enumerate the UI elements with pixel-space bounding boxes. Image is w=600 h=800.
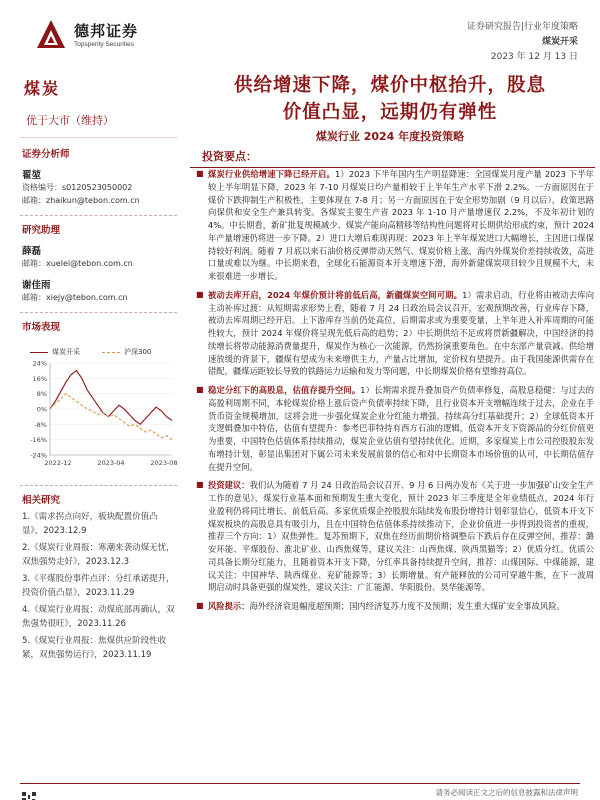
bullet-icon: ■ bbox=[196, 385, 204, 394]
logo-name-cn: 德邦证券 bbox=[74, 21, 139, 40]
y-tick-label: -16% bbox=[30, 436, 47, 445]
x-tick-label: 2023-04 bbox=[97, 459, 125, 467]
legend-swatch-dashed bbox=[102, 352, 120, 353]
assistant-section-title: 研究助理 bbox=[20, 215, 177, 236]
assistant-email[interactable]: 邮箱：xuelei@tebon.com.cn bbox=[22, 259, 133, 268]
y-tick-label: -24% bbox=[30, 451, 47, 460]
related-list bbox=[20, 510, 177, 662]
related-item[interactable]: 5.《煤炭行业周报：焦煤供应阶段性收紧，双焦强势运行》，2023.11.19 bbox=[22, 636, 167, 660]
y-tick-label: -8% bbox=[34, 420, 47, 429]
title-line: 供给增速下降，煤价中枢抬升，股息 bbox=[233, 75, 546, 96]
key-point bbox=[194, 168, 594, 283]
sidebar bbox=[20, 68, 177, 665]
legend-label: 沪深300 bbox=[124, 348, 152, 356]
related-item[interactable]: 3.《平煤股份事件点评：分红承诺提升，投资价值凸显》，2023.11.29 bbox=[22, 574, 175, 598]
key-point bbox=[194, 289, 594, 378]
key-point-lead: 稳定分红下的高股息，估值存提升空间。 bbox=[208, 385, 361, 395]
key-point bbox=[194, 479, 594, 594]
legend-label: 煤炭开采 bbox=[52, 348, 80, 356]
key-points-heading: 投资要点： bbox=[190, 148, 595, 168]
assistant-name: 谢佳雨 bbox=[22, 280, 51, 291]
analyst-name: 翟堃 bbox=[22, 170, 42, 181]
logo-mark-icon bbox=[34, 18, 68, 52]
series-line bbox=[50, 394, 172, 440]
key-point-text: 1）长期需求提升叠加资产负债率修复，高股息稳健：与过去的高盈利周期不同，本轮煤炭价格上涨后资产负债率持续下降，且行业资本开支增幅连续于过去，企业在手货币资金规模增加，这将会进一步强化煤炭企业分红能力增强，持续高分红基础提升；2）全球低资本开支逻辑叠加中特估，估值有望提升：参考巴菲特持有西方石油的逻辑，低资本开支下资源品的分红价值更为重要，中国特色估值体系持续推动，煤炭企业估值有望持续优化。近期，多家煤炭上市公司控股股东发布增持计划，彰显出集团对下属公司未来发展前景的信心和对中长期资本市场价值的认可，中长期估值存在提升空间。 bbox=[208, 385, 594, 472]
bullet-icon: ■ bbox=[196, 169, 204, 178]
related-item[interactable]: 4.《煤炭行业周报：动煤底部再确认，双焦强势很旺》，2023.11.26 bbox=[22, 605, 175, 629]
key-point-text: 海外经济衰退幅度超预期；国内经济复苏力度不及预期；发生重大煤矿安全事故风险。 bbox=[249, 601, 565, 611]
analyst-email[interactable]: 邮箱：zhaikun@tebon.com.cn bbox=[22, 196, 140, 205]
chart-legend bbox=[30, 347, 151, 357]
x-tick-label: 2022-12 bbox=[44, 459, 72, 467]
key-point-text: 1）需求启动，行业将由被动去库向主动补库过渡：从短期需求形势上看，随着 7 月 24 日政治局会议召开，宏观预期改善，行业库存下降，被动去库周期已经开启。上下游库存当前仍处高位，后期需求或为重要变量，上半年进入补库周期的可能性较大，预计 2024 年煤价将呈现先低后高的趋势；2）中长期供给不足或将贯新疆解决，中国经济的持续增长将带动能源消费量提升，煤炭作为核心一次能源，仍然扮演重要角色。在中东部产量衰减、供给增速放缓的背景下，疆煤有望成为未来增供主力，产量占比增加，定价权有望提升。由于我国能源供需存在错配，疆煤运距较长导致的铁路运力运输和发力等问题，中长期煤炭价格有望维持高位。 bbox=[208, 289, 595, 377]
bullet-icon: ■ bbox=[196, 289, 204, 299]
y-tick-label: 0% bbox=[36, 405, 47, 414]
footer-divider bbox=[20, 783, 580, 784]
analyst-section-title: 证券分析师 bbox=[22, 149, 70, 160]
related-item[interactable]: 1.《需求拐点向好，板块配置价值凸显》，2023.12.9 bbox=[22, 512, 158, 536]
legend-item bbox=[102, 347, 151, 357]
key-point-lead: 被动去库开启，2024 年煤价预计将前低后高，新疆煤炭空间可期。 bbox=[208, 289, 463, 300]
brand-logo bbox=[34, 18, 138, 52]
rating: 优于大市（维持） bbox=[20, 104, 177, 138]
key-point bbox=[194, 600, 594, 613]
assistant-email[interactable]: 邮箱：xiejy@tebon.com.cn bbox=[22, 293, 128, 302]
key-point-lead: 投资建议： bbox=[208, 480, 250, 491]
report-subtitle: 煤炭行业 2024 年度投资策略 bbox=[315, 130, 465, 143]
key-point-lead: 煤炭行业供给增速下降已经开启。 bbox=[208, 169, 335, 179]
y-tick-label: 8% bbox=[36, 390, 47, 399]
legend-swatch-solid bbox=[30, 352, 48, 353]
industry-name: 煤炭 bbox=[24, 79, 61, 98]
title-line: 价值凸显，远期仍有弹性 bbox=[282, 102, 498, 123]
key-point-text: 我们认为随着 7 月 24 日政治局会议召开、9 月 6 日两办发布《关于进一步加强矿山安全生产工作的意见》，煤炭行业基本面和预期发生重大变化，预计 2023 年三季度是全年业绩低点，2024 年行业盈利仍将同比增长、前低后高。多家优质煤企控股股东陆续发布股份增持计划彰显信心，低资本开支下煤炭板块的高股息具有吸引力，且在中国特色估值体系持续推动下，企业价值进一步得到投资者的重视，推荐三个方向：1）双焦弹性。复苏预期下，双焦在经历前期价格调整后下跌后存在反弹空间，推荐：潞安环能、平煤股份、淮北矿业、山西焦煤等，建议关注：山西焦煤、陕西黑猫等；2）优质分红。优质公司具备长期分红能力，且随着资本开支下降，分红率具备持续提升空间，推荐：山煤国际、中煤能源，建议关注：中国神华、陕西煤业、兖矿能源等；3）长期增量。有产能释放的公司可穿越牛熊，在下一波周期启动时具备更强的煤炭性，建议关注：广汇能源、华阳股份、昊华能源等。 bbox=[208, 480, 594, 593]
legend-item bbox=[30, 347, 80, 357]
x-tick-label: 2023-08 bbox=[150, 459, 177, 467]
key-point-lead: 风险提示： bbox=[208, 601, 250, 611]
key-point bbox=[194, 384, 594, 473]
market-section-title: 市场表现 bbox=[20, 312, 177, 333]
assistant-name: 薛磊 bbox=[22, 246, 42, 257]
industry-tag: 煤炭开采 bbox=[541, 37, 578, 47]
related-section-title: 相关研究 bbox=[20, 485, 177, 506]
report-title bbox=[185, 72, 595, 126]
y-tick-label: 24% bbox=[32, 359, 47, 368]
report-body bbox=[194, 168, 594, 619]
y-tick-label: 16% bbox=[32, 374, 47, 383]
footer-disclaimer: 请务必阅读正文之后的信息披露和法律声明 bbox=[435, 788, 578, 797]
market-performance-chart bbox=[20, 337, 177, 477]
report-type: 证券研究报告|行业年度策略 bbox=[466, 22, 578, 32]
analyst-license: 资格编号：s0120523050002 bbox=[22, 183, 133, 192]
related-item[interactable]: 2.《煤炭行业周报：寒潮来袭动煤无忧，双焦强势走好》，2023.12.3 bbox=[22, 543, 175, 567]
key-point-text: 1）2023 下半年国内生产明显降速：全国煤炭月度产量 2023 下半年较上半年明显下降，2023 年 7-10 月煤炭日均产量相较于上半年生产水平下滑 2.2%。一方面原因在于煤价下跌抑制生产积极性，主要体现在 7-8 月；另一方面原因在于安全形势加剧（9 月以后），政策思路向保供和安全生产兼具转变。各煤炭主要生产省 2023 年 1-10 月产量增速仅 2.2%，不及年初计划的 4%。中长期看，新矿批复规模减少、煤炭产能向高精移等结构性问题将对长期供给形成约束，预计 2024 年产量增速仍将进一步下降。2）进口大增后难现再现：2023 年上半年煤炭进口大幅增长，主因进口煤保持较好利润。随着 7 月底以来石油价格反弹带动天然气、煤炭价格上涨，海内外煤炭价差持续收敛，高进口量或难以为继。中长期来看，全球化石能源资本开支增速下滑，海外新建煤炭项目较少且规模不大，未来很难进一步增长。 bbox=[208, 169, 594, 281]
qr-code-icon bbox=[22, 787, 36, 797]
report-date: 2023 年 12 月 13 日 bbox=[490, 52, 578, 62]
report-meta bbox=[467, 20, 578, 65]
bullet-icon: ■ bbox=[196, 480, 204, 490]
bullet-icon: ■ bbox=[196, 601, 204, 610]
chart-canvas bbox=[20, 337, 177, 477]
logo-name-en: Topsperity Securities bbox=[74, 40, 134, 48]
